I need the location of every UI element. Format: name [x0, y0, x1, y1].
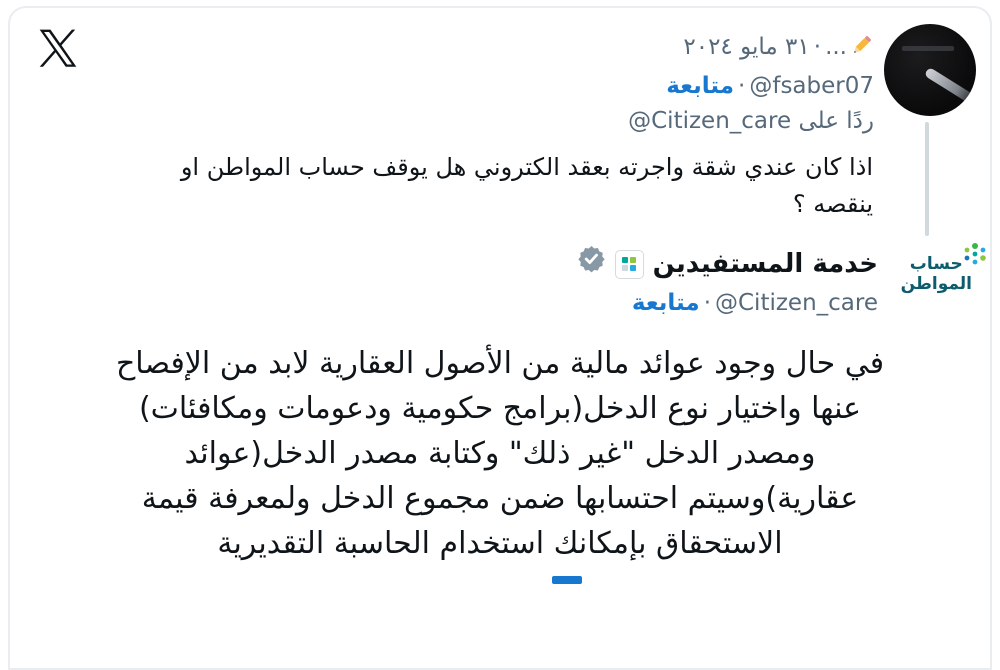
- replying-to-handle[interactable]: @Citizen_care: [628, 108, 792, 134]
- reply-name-line: [577, 244, 878, 284]
- separator-dot: ·: [813, 34, 822, 60]
- reply-handle[interactable]: @Citizen_care: [715, 290, 878, 316]
- reply-text-line: في حال وجود عوائد مالية من الأصول العقارية لابد من الإفصاح: [115, 346, 885, 381]
- thread-connector-line: [925, 122, 929, 236]
- avatar-photo-detail: [902, 46, 954, 51]
- reply-follow-link[interactable]: متابعة: [631, 290, 700, 316]
- reply-text-line: عنها واختيار نوع الدخل(برامج حكومية ودعومات ومكافئات): [138, 391, 862, 426]
- display-name-truncated[interactable]: ...: [825, 34, 847, 60]
- avatar-citizen-care[interactable]: [886, 246, 988, 308]
- separator-dot: ·: [703, 290, 711, 316]
- citizen-account-logo-text: حساب المواطن: [900, 254, 972, 294]
- handle-follow-line: [628, 69, 874, 104]
- pencil-emoji-icon: [849, 33, 874, 69]
- reply-display-name[interactable]: خدمة المستفيدين: [652, 249, 878, 279]
- tweet-header-line: [628, 30, 874, 69]
- x-logo-icon[interactable]: [36, 26, 80, 70]
- reply-text-line: الاستحقاق بإمكانك استخدام الحاسبة التقديرية: [217, 526, 783, 561]
- reply-text-line: ومصدر الدخل "غير ذلك" وكتابة مصدر الدخل(عوائد: [184, 436, 816, 471]
- original-tweet-text: [43, 149, 873, 223]
- affiliate-badge-icon: [615, 250, 644, 279]
- tweet-text-line: اذا كان عندي شقة واجرته بعقد الكتروني هل يوقف حساب المواطن او: [180, 153, 873, 181]
- truncated-link[interactable]: [552, 576, 582, 584]
- reply-handle-line: [577, 286, 878, 320]
- user-handle[interactable]: @fsaber07: [749, 73, 874, 99]
- separator-dot: ·: [738, 73, 746, 99]
- avatar-fsaber07[interactable]: [884, 24, 976, 116]
- verified-badge-icon: [577, 244, 606, 284]
- avatar-photo-highlight: [924, 67, 976, 107]
- tweet-text-line: ينقصه ؟: [792, 190, 873, 218]
- follow-link[interactable]: متابعة: [666, 73, 735, 99]
- reply-tweet-text: [20, 341, 980, 566]
- replying-to-prefix: ردًا على: [798, 108, 874, 134]
- tweet-date[interactable]: ٣١ مايو ٢٠٢٤: [683, 34, 810, 60]
- replying-to-line: [628, 104, 874, 139]
- reply-text-line: عقارية)وسيتم احتسابها ضمن مجموع الدخل ولمعرفة قيمة: [141, 481, 859, 516]
